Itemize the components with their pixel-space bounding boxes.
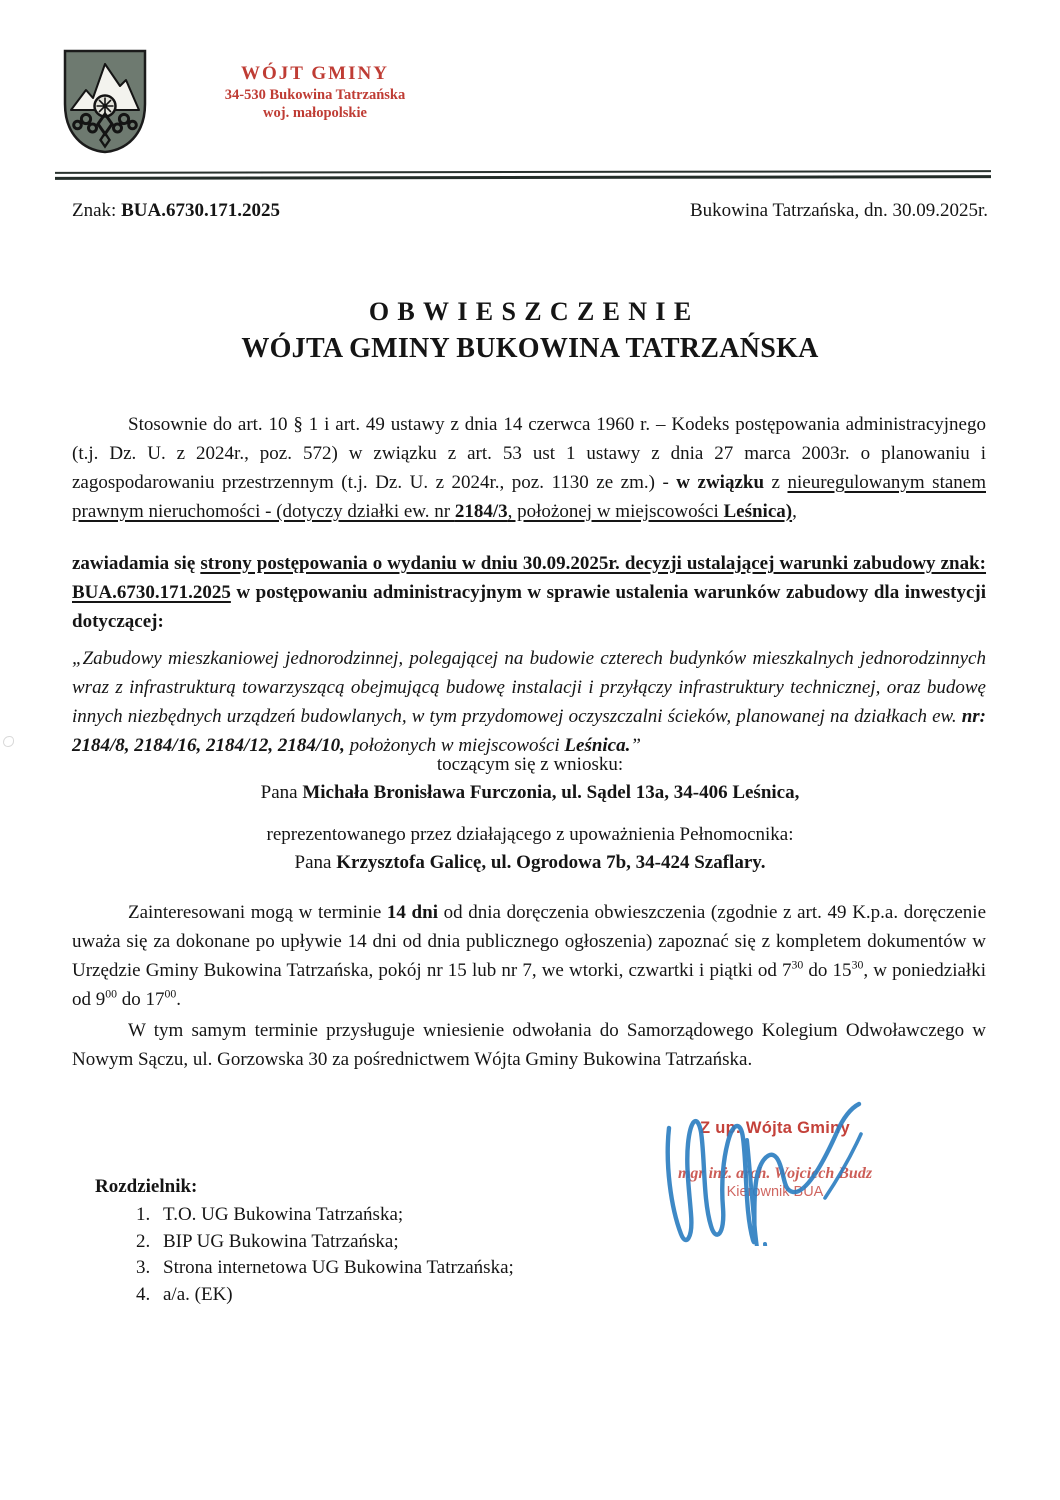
scan-artifact — [3, 736, 14, 747]
distribution-list — [95, 1202, 514, 1308]
signer-position: Kierownik BUA — [726, 1184, 824, 1200]
coat-of-arms-icon — [60, 46, 150, 156]
handwritten-signature — [655, 1076, 870, 1246]
office-stamp-title: WÓJT GMINY — [241, 63, 389, 84]
distribution-item: 2. BIP UG Bukowina Tatrzańska; — [155, 1229, 514, 1256]
applicant-name-line: Pana Michała Bronisława Furczonia, ul. Sądel 13a, 34-406 Leśnica, — [260, 782, 800, 803]
appeal-paragraph: W tym samym terminie przysługuje wniesienie odwołania do Samorządowego Kolegium Odwoławczego w Nowym Sączu, ul. Gorzowska 30 za pośrednictwem Wójta Gminy Bukowina Tatrzańska. — [72, 1020, 986, 1070]
distribution-item: 1. T.O. UG Bukowina Tatrzańska; — [155, 1202, 514, 1229]
representative-intro: reprezentowanego przez działającego z upoważnienia Pełnomocnika: — [266, 824, 794, 845]
application-intro: toczącym się z wniosku: — [436, 754, 624, 775]
title-line-1: OBWIESZCZENIE — [368, 297, 700, 326]
reference-number — [72, 200, 280, 222]
document-title — [0, 297, 1060, 365]
representative-name-line: Pana Krzysztofa Galicę, ul. Ogrodowa 7b, 34-424 Szaflary. — [294, 852, 766, 873]
applicant-section — [0, 751, 1060, 877]
title-line-2: WÓJTA GMINY BUKOWINA TATRZAŃSKA — [241, 333, 819, 364]
distribution-item: 4. a/a. (EK) — [155, 1282, 514, 1309]
office-stamp-voivodeship: woj. małopolskie — [263, 104, 367, 121]
signature-authorization: Z up. Wójta Gminy — [700, 1119, 850, 1137]
legal-basis-paragraph: Stosownie do art. 10 § 1 i art. 49 ustawy z dnia 14 czerwca 1960 r. – Kodeks postępowania administracyjnego (t.j. Dz. U. z 2024r., poz. 572) w związku z art. 53 ust 1 ustawy z dnia 27 marca 2003r. o planowaniu i zagospodarowaniu przestrzennym (t.j. Dz. U. z 2024r., poz. 1130 ze zm.) - w związku z nieuregulowanym stanem prawnym nieruchomości - (dotyczy działki ew. nr 2184/3, położonej w miejscowości Leśnica), — [72, 414, 986, 522]
office-stamp-address: 34-530 Bukowina Tatrzańska — [224, 86, 406, 103]
distribution-item: 3. Strona internetowa UG Bukowina Tatrzańska; — [155, 1255, 514, 1282]
notification-paragraph: zawiadamia się strony postępowania o wydaniu w dniu 30.09.2025r. decyzji ustalającej warunki zabudowy znak: BUA.6730.171.2025 w postępowaniu administracyjnym w sprawie ustalenia warunków zabudowy dla inwestycji dotyczącej: — [72, 553, 987, 632]
reference-label: Znak: — [72, 200, 117, 221]
meta-row — [72, 200, 988, 222]
header-divider — [55, 170, 991, 180]
place-and-date: Bukowina Tatrzańska, dn. 30.09.2025r. — [689, 200, 988, 221]
distribution-section — [95, 1176, 514, 1308]
office-stamp — [205, 62, 425, 122]
reference-value: BUA.6730.171.2025 — [121, 200, 280, 221]
review-period-paragraph: Zainteresowani mogą w terminie 14 dni od dnia doręczenia obwieszczenia (zgodnie z art. 49 K.p.a. doręczenie uważa się za dokonane po upływie 14 dni od dnia publicznego ogłoszenia) zapoznać się z kompletem dokumentów w Urzędzie Gminy Bukowina Tatrzańska, pokój nr 15 lub nr 7, we wtorki, czwartki i piątki od $7^{30}$ do $15^{30}$, w poniedziałki od $9^{00}$ do $17^{00}$. — [72, 902, 987, 1010]
signer-name: mgr inż. arch. Wojciech Budz — [677, 1165, 873, 1182]
investment-description-quote: „Zabudowy mieszkaniowej jednorodzinnej, polegającej na budowie czterech budynków mieszkalnych jednorodzinnych wraz z infrastrukturą towarzyszącą obejmującą budowę instalacji i przyłączy infrastruktury technicznej, oraz budowę innych niezbędnych urządzeń budowlanych, w tym przydomowej oczyszczalni ścieków, planowanej na działkach ew. nr: 2184/8, 2184/16, 2184/12, 2184/10, położonych w miejscowości Leśnica.” — [72, 648, 986, 756]
distribution-label: Rozdzielnik: — [95, 1176, 198, 1197]
